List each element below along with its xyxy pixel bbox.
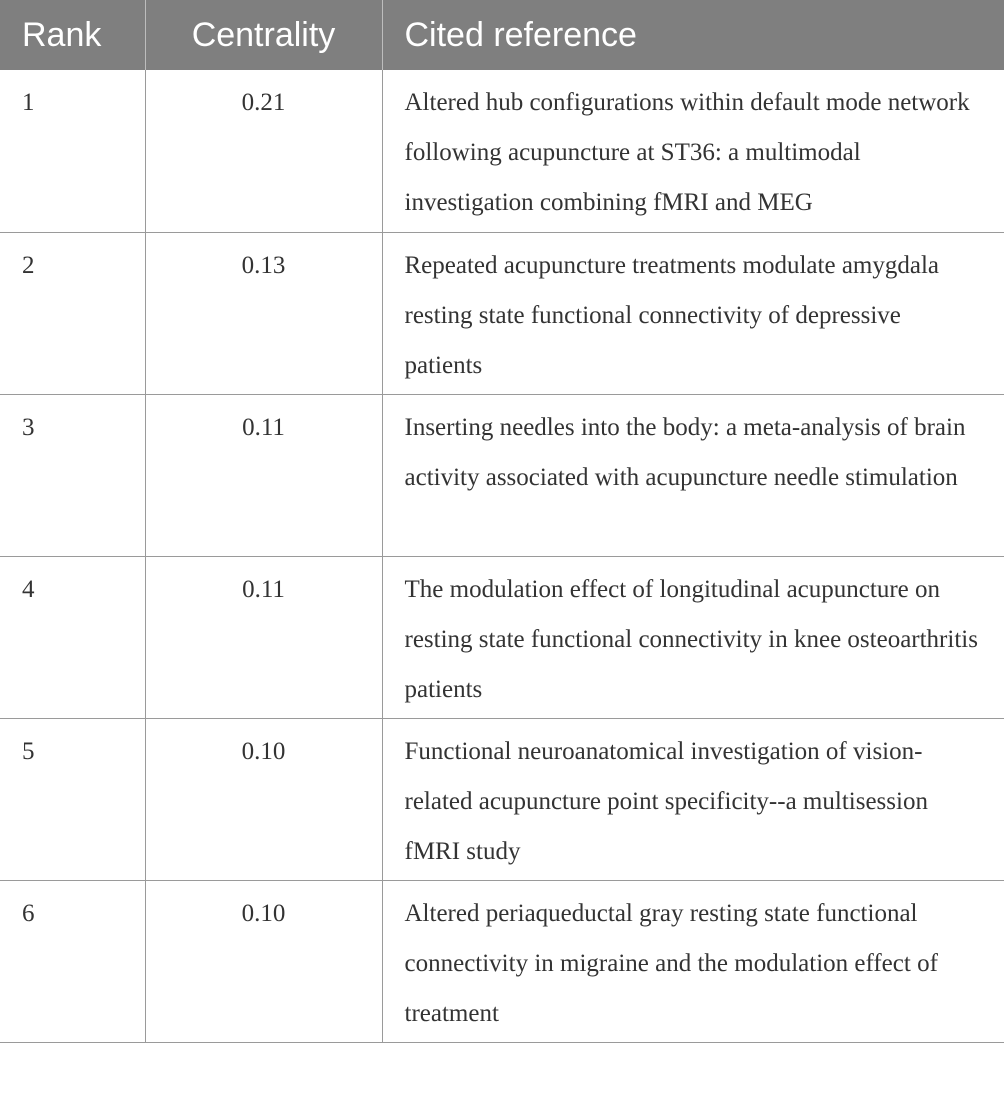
table-body	[0, 70, 1004, 1042]
reference-cell: Altered periaqueductal gray resting state functional connectivity in migraine and the modulation effect of treatment	[382, 880, 1004, 1042]
centrality-cell: 0.10	[145, 718, 382, 880]
table-row	[0, 718, 1004, 880]
reference-cell: Inserting needles into the body: a meta-analysis of brain activity associated with acupuncture needle stimulation	[382, 394, 1004, 556]
rank-cell: 3	[0, 394, 145, 556]
reference-cell: Functional neuroanatomical investigation of vision-related acupuncture point specificity--a multisession fMRI study	[382, 718, 1004, 880]
header-cited-reference: Cited reference	[404, 15, 637, 54]
centrality-cell: 0.13	[145, 232, 382, 394]
table-row	[0, 70, 1004, 232]
rank-cell: 2	[0, 232, 145, 394]
rank-cell: 5	[0, 718, 145, 880]
table-header	[0, 0, 1004, 70]
header-centrality: Centrality	[145, 0, 382, 70]
table-row	[0, 556, 1004, 718]
centrality-cell: 0.11	[145, 556, 382, 718]
reference-cell: The modulation effect of longitudinal acupuncture on resting state functional connectivity in knee osteoarthritis patients	[382, 556, 1004, 718]
header-row	[0, 0, 1004, 70]
table-row	[0, 880, 1004, 1042]
centrality-cell: 0.10	[145, 880, 382, 1042]
rank-cell: 4	[0, 556, 145, 718]
rank-cell: 1	[0, 70, 145, 232]
reference-cell: Repeated acupuncture treatments modulate amygdala resting state functional connectivity of depressive patients	[382, 232, 1004, 394]
reference-cell: Altered hub configurations within default mode network following acupuncture at ST36: a multimodal investigation combining fMRI and MEG	[382, 70, 1004, 232]
centrality-cell: 0.21	[145, 70, 382, 232]
table-row	[0, 394, 1004, 556]
centrality-cell: 0.11	[145, 394, 382, 556]
rank-cell: 6	[0, 880, 145, 1042]
header-rank: Rank	[0, 0, 145, 70]
table-row	[0, 232, 1004, 394]
